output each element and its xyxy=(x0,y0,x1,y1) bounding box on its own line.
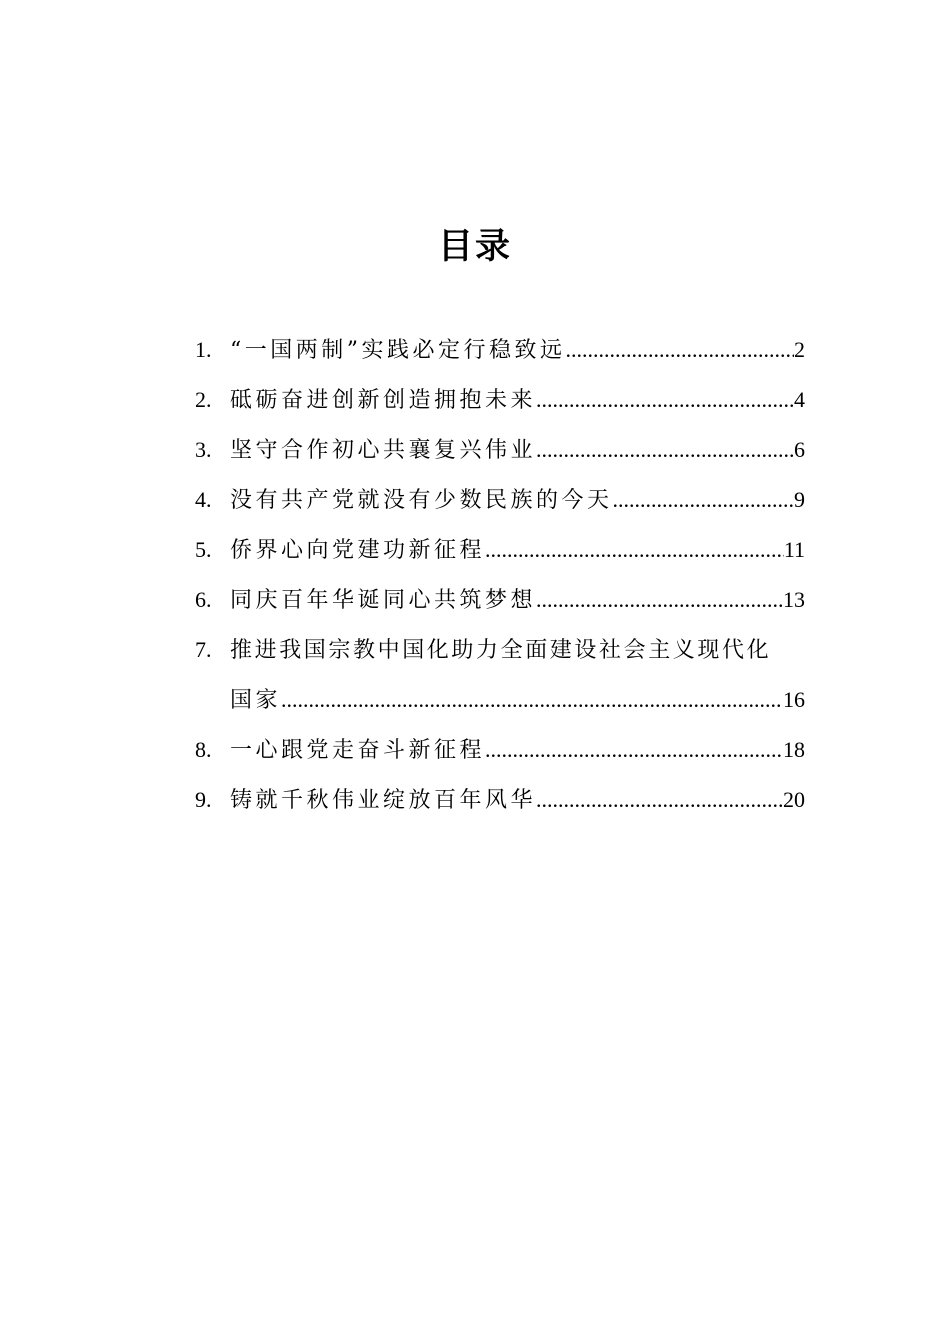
toc-entry-2[interactable] xyxy=(195,375,805,425)
table-of-contents xyxy=(195,325,805,825)
toc-dot-leader xyxy=(613,475,794,525)
toc-entry-page: 18 xyxy=(783,737,805,762)
toc-entry-7[interactable] xyxy=(195,625,805,675)
toc-entry-9[interactable] xyxy=(195,775,805,825)
toc-entry-number: 3. xyxy=(195,437,212,462)
toc-entry-number: 7. xyxy=(195,637,212,662)
toc-entry-title: 没有共产党就没有少数民族的今天 xyxy=(230,488,613,513)
toc-entry-page: 16 xyxy=(783,687,805,712)
toc-entry-title: 同庆百年华诞同心共筑梦想 xyxy=(230,588,537,613)
toc-entry-title-continued: 国家 xyxy=(230,688,282,713)
toc-entry-page: 20 xyxy=(783,787,805,812)
toc-entry-number: 2. xyxy=(195,387,212,412)
toc-entry-5[interactable] xyxy=(195,525,805,575)
toc-dot-leader xyxy=(536,375,794,425)
toc-entry-title: 铸就千秋伟业绽放百年风华 xyxy=(230,788,537,813)
toc-dot-leader xyxy=(536,425,794,475)
toc-entry-4[interactable] xyxy=(195,475,805,525)
toc-entry-7-continued[interactable] xyxy=(195,675,805,725)
toc-entry-page: 9 xyxy=(794,487,805,512)
toc-entry-number: 1. xyxy=(195,337,212,362)
toc-dot-leader xyxy=(536,575,783,625)
toc-entry-8[interactable] xyxy=(195,725,805,775)
toc-entry-number: 4. xyxy=(195,487,212,512)
toc-entry-6[interactable] xyxy=(195,575,805,625)
toc-entry-page: 11 xyxy=(783,537,805,562)
toc-entry-3[interactable] xyxy=(195,425,805,475)
toc-entry-1[interactable] xyxy=(195,325,805,375)
toc-entry-title: 砥砺奋进创新创造拥抱未来 xyxy=(230,388,537,413)
toc-entry-number: 8. xyxy=(195,737,212,762)
toc-entry-title: “一国两制”实践必定行稳致远 xyxy=(230,338,566,363)
toc-dot-leader xyxy=(536,775,783,825)
toc-entry-page: 13 xyxy=(783,587,805,612)
toc-dot-leader xyxy=(485,725,783,775)
toc-entry-page: 6 xyxy=(794,437,805,462)
page-title: 目录 xyxy=(437,226,512,267)
toc-dot-leader xyxy=(485,525,784,575)
toc-entry-number: 6. xyxy=(195,587,212,612)
toc-dot-leader xyxy=(281,675,783,725)
toc-dot-leader xyxy=(566,325,795,375)
toc-entry-title: 坚守合作初心共襄复兴伟业 xyxy=(230,438,537,463)
toc-entry-number: 9. xyxy=(195,787,212,812)
toc-entry-page: 2 xyxy=(794,337,805,362)
toc-entry-title: 侨界心向党建功新征程 xyxy=(230,538,486,563)
toc-entry-title: 一心跟党走奋斗新征程 xyxy=(230,738,486,763)
toc-entry-page: 4 xyxy=(794,387,805,412)
toc-entry-number: 5. xyxy=(195,537,212,562)
toc-entry-title: 推进我国宗教中国化助力全面建设社会主义现代化 xyxy=(230,638,772,663)
